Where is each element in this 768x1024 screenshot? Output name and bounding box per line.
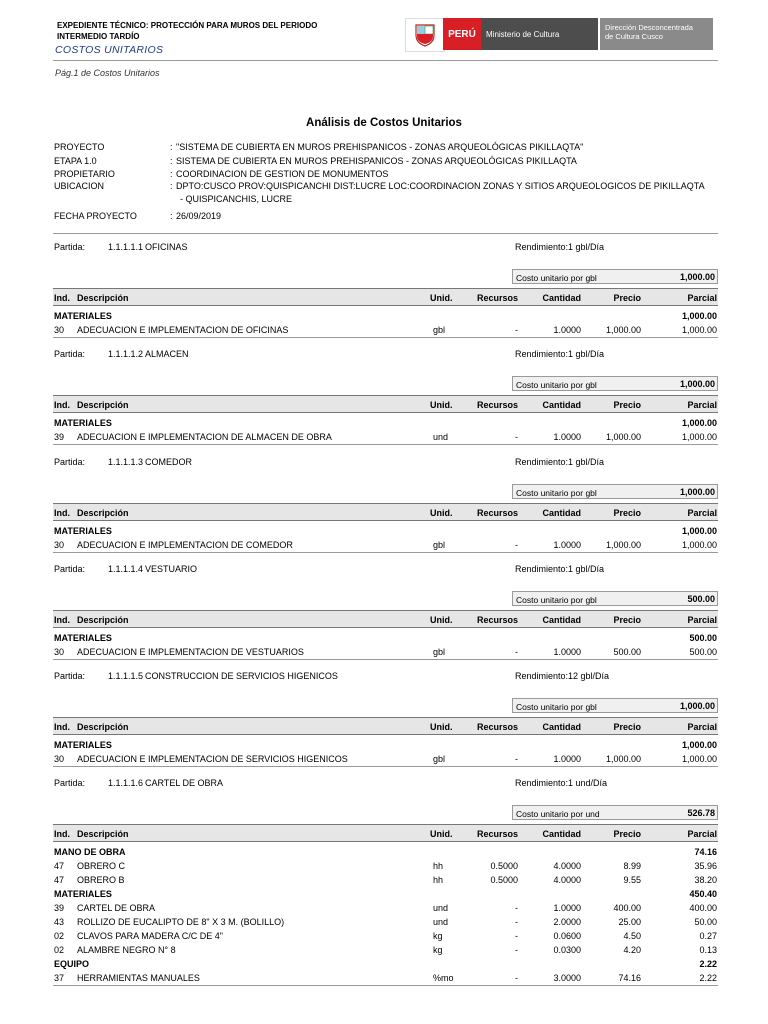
row-desc: ADECUACION E IMPLEMENTACION DE OFICINAS (77, 325, 289, 335)
partida-label: Partida: (54, 671, 86, 681)
col-header-cantidad: Cantidad (542, 722, 581, 732)
col-header-desc: Descripción (77, 293, 129, 303)
col-header-ind: Ind. (54, 508, 70, 518)
info-value: 26/09/2019 (176, 211, 222, 221)
row-unid: kg (433, 945, 443, 955)
partida-name: OFICINAS (145, 242, 188, 252)
col-header-ind: Ind. (54, 829, 70, 839)
row-precio: 74.16 (618, 973, 641, 983)
group-subtotal: 500.00 (689, 633, 717, 643)
group-name: MATERIALES (54, 526, 112, 536)
unit-cost-value: 1,000.00 (679, 487, 715, 497)
row-unid: gbl (433, 540, 446, 550)
group-row (53, 525, 718, 538)
info-label: PROYECTO (54, 142, 105, 152)
partida-divider (53, 766, 718, 767)
row-recursos: - (515, 432, 518, 442)
group-name: MATERIALES (54, 889, 112, 899)
table-header (53, 717, 718, 735)
group-row (53, 958, 718, 971)
row-precio: 9.55 (623, 875, 641, 885)
group-name: MATERIALES (54, 418, 112, 428)
table-row (53, 431, 718, 444)
group-subtotal: 74.16 (694, 847, 717, 857)
row-recursos: - (515, 325, 518, 335)
col-header-cantidad: Cantidad (542, 293, 581, 303)
row-ind: 39 (54, 432, 65, 442)
partida-divider (53, 337, 718, 338)
direccion-line1: Dirección Desconcentrada (605, 23, 693, 32)
partida-divider (53, 552, 718, 553)
table-row (53, 324, 718, 337)
row-desc: ADECUACION E IMPLEMENTACION DE ALMACEN DE OBRA (77, 432, 332, 442)
partida-name: CARTEL DE OBRA (145, 778, 224, 788)
col-header-recursos: Recursos (476, 722, 518, 732)
row-ind: 43 (54, 917, 65, 927)
direccion-cultura-cusco-logo (600, 18, 713, 50)
group-row (53, 888, 718, 901)
row-desc: OBRERO B (77, 875, 125, 885)
partida-rendimiento: Rendimiento:1 gbl/Día (515, 242, 605, 252)
row-precio: 8.99 (623, 861, 641, 871)
table-row (53, 646, 718, 659)
col-header-cantidad: Cantidad (542, 829, 581, 839)
partida-label: Partida: (54, 349, 86, 359)
row-unid: gbl (433, 754, 446, 764)
col-header-precio: Precio (613, 722, 641, 732)
expediente-title-line1: EXPEDIENTE TÉCNICO: PROTECCIÓN PARA MUROS DEL PERIODO (57, 21, 318, 30)
partida-rendimiento: Rendimiento:1 und/Día (515, 778, 608, 788)
col-header-parcial: Parcial (687, 508, 717, 518)
row-desc: ALAMBRE NEGRO N° 8 (77, 945, 176, 955)
col-header-recursos: Recursos (476, 829, 518, 839)
info-divider (53, 233, 718, 234)
row-unid: hh (433, 875, 444, 885)
info-colon: : (170, 142, 173, 152)
partida-header (53, 242, 718, 256)
row-unid: und (433, 917, 449, 927)
row-parcial: 1,000.00 (681, 325, 717, 335)
unit-cost-value: 1,000.00 (679, 272, 715, 282)
row-unid: gbl (433, 325, 446, 335)
col-header-parcial: Parcial (687, 615, 717, 625)
info-value: COORDINACION DE GESTION DE MONUMENTOS (176, 169, 389, 179)
info-value: "SISTEMA DE CUBIERTA EN MUROS PREHISPANICOS - ZONAS ARQUEOLÓGICAS PIKILLAQTA" (176, 142, 584, 152)
row-unid: und (433, 432, 449, 442)
partida-header (53, 778, 718, 792)
unit-cost-label: Costo unitario por gbl (516, 702, 597, 712)
partida-label: Partida: (54, 457, 86, 467)
document-subtitle: COSTOS UNITARIOS (55, 44, 164, 56)
table-row (53, 902, 718, 915)
col-header-unid: Unid. (430, 293, 453, 303)
row-desc: ADECUACION E IMPLEMENTACION DE SERVICIOS HIGENICOS (77, 754, 348, 764)
col-header-recursos: Recursos (476, 400, 518, 410)
partida-rendimiento: Rendimiento:1 gbl/Día (515, 564, 605, 574)
unit-cost-label: Costo unitario por gbl (516, 273, 597, 283)
ministerio-cultura-logo: Ministerio de Cultura (481, 18, 598, 50)
table-row (53, 860, 718, 873)
direccion-line2: de Cultura Cusco (605, 32, 663, 41)
partida-code: 1.1.1.1.3 (108, 457, 144, 467)
partida-block (53, 778, 718, 983)
row-desc: ADECUACION E IMPLEMENTACION DE COMEDOR (77, 540, 293, 550)
row-unid: hh (433, 861, 444, 871)
row-cantidad: 3.0000 (553, 973, 581, 983)
row-parcial: 1,000.00 (681, 432, 717, 442)
col-header-desc: Descripción (77, 508, 129, 518)
col-header-precio: Precio (613, 829, 641, 839)
row-precio: 1,000.00 (605, 540, 641, 550)
row-desc: ROLLIZO DE EUCALIPTO DE 8" X 3 M. (BOLILLO) (77, 917, 285, 927)
table-row (53, 930, 718, 943)
row-recursos: - (515, 945, 518, 955)
partida-code: 1.1.1.1.6 (108, 778, 144, 788)
row-precio: 25.00 (618, 917, 641, 927)
row-recursos: 0.5000 (490, 861, 518, 871)
table-row (53, 944, 718, 957)
row-ind: 30 (54, 325, 65, 335)
col-header-parcial: Parcial (687, 722, 717, 732)
col-header-precio: Precio (613, 400, 641, 410)
partida-code: 1.1.1.1.1 (108, 242, 144, 252)
table-row (53, 972, 718, 985)
unit-cost-label: Costo unitario por gbl (516, 380, 597, 390)
col-header-unid: Unid. (430, 400, 453, 410)
peru-logo: PERÚ (443, 18, 481, 50)
info-label: PROPIETARIO (54, 169, 115, 179)
partida-header (53, 564, 718, 578)
row-recursos: 0.5000 (490, 875, 518, 885)
unit-cost-box (512, 591, 718, 606)
row-precio: 500.00 (613, 647, 641, 657)
row-unid: %mo (433, 973, 454, 983)
row-ind: 30 (54, 540, 65, 550)
info-colon: : (170, 181, 173, 191)
info-value: DPTO:CUSCO PROV:QUISPICANCHI DIST:LUCRE LOC:COORDINACION ZONAS Y SITIOS ARQUEOLOGICOS DE PIKILLAQTA (176, 181, 705, 191)
table-header (53, 503, 718, 521)
group-row (53, 632, 718, 645)
header-divider (53, 60, 718, 61)
unit-cost-value: 1,000.00 (679, 701, 715, 711)
row-recursos: - (515, 903, 518, 913)
peru-coat-of-arms-icon (405, 18, 445, 52)
row-precio: 1,000.00 (605, 754, 641, 764)
row-desc: ADECUACION E IMPLEMENTACION DE VESTUARIOS (77, 647, 304, 657)
row-parcial: 2.22 (699, 973, 717, 983)
row-desc: CARTEL DE OBRA (77, 903, 156, 913)
info-value: SISTEMA DE CUBIERTA EN MUROS PREHISPANICOS - ZONAS ARQUEOLÓGICAS PIKILLAQTA (176, 156, 577, 166)
col-header-precio: Precio (613, 615, 641, 625)
row-parcial: 0.13 (699, 945, 717, 955)
group-subtotal: 2.22 (699, 959, 717, 969)
table-row (53, 916, 718, 929)
partida-block (53, 564, 718, 657)
row-precio: 4.50 (623, 931, 641, 941)
row-ind: 37 (54, 973, 65, 983)
table-row (53, 753, 718, 766)
col-header-ind: Ind. (54, 722, 70, 732)
row-recursos: - (515, 917, 518, 927)
col-header-parcial: Parcial (687, 400, 717, 410)
row-cantidad: 1.0000 (553, 432, 581, 442)
col-header-cantidad: Cantidad (542, 615, 581, 625)
row-recursos: - (515, 540, 518, 550)
col-header-unid: Unid. (430, 829, 453, 839)
partida-name: CONSTRUCCION DE SERVICIOS HIGENICOS (145, 671, 338, 681)
row-precio: 1,000.00 (605, 325, 641, 335)
col-header-unid: Unid. (430, 615, 453, 625)
group-name: EQUIPO (54, 959, 90, 969)
group-subtotal: 1,000.00 (681, 311, 717, 321)
row-ind: 02 (54, 931, 65, 941)
unit-cost-label: Costo unitario por und (516, 809, 600, 819)
col-header-cantidad: Cantidad (542, 400, 581, 410)
table-header (53, 395, 718, 413)
col-header-ind: Ind. (54, 615, 70, 625)
row-ind: 30 (54, 647, 65, 657)
row-cantidad: 1.0000 (553, 325, 581, 335)
partida-header (53, 457, 718, 471)
col-header-precio: Precio (613, 293, 641, 303)
row-desc: CLAVOS PARA MADERA C/C DE 4" (77, 931, 223, 941)
col-header-desc: Descripción (77, 829, 129, 839)
row-cantidad: 1.0000 (553, 647, 581, 657)
partida-block (53, 671, 718, 764)
partida-divider (53, 659, 718, 660)
partida-name: COMEDOR (145, 457, 192, 467)
group-name: MATERIALES (54, 633, 112, 643)
group-row (53, 846, 718, 859)
row-precio: 1,000.00 (605, 432, 641, 442)
partida-label: Partida: (54, 778, 86, 788)
page-title: Análisis de Costos Unitarios (306, 117, 462, 129)
partida-rendimiento: Rendimiento:12 gbl/Día (515, 671, 610, 681)
table-row (53, 874, 718, 887)
unit-cost-box (512, 269, 718, 284)
info-colon: : (170, 156, 173, 166)
partida-rendimiento: Rendimiento:1 gbl/Día (515, 457, 605, 467)
col-header-precio: Precio (613, 508, 641, 518)
unit-cost-label: Costo unitario por gbl (516, 488, 597, 498)
col-header-cantidad: Cantidad (542, 508, 581, 518)
table-header (53, 288, 718, 306)
info-colon: : (170, 169, 173, 179)
partida-divider (53, 444, 718, 445)
row-desc: OBRERO C (77, 861, 126, 871)
info-value: - QUISPICANCHIS, LUCRE (180, 194, 293, 204)
unit-cost-box (512, 376, 718, 391)
col-header-recursos: Recursos (476, 293, 518, 303)
row-recursos: - (515, 931, 518, 941)
row-parcial: 1,000.00 (681, 540, 717, 550)
col-header-recursos: Recursos (476, 508, 518, 518)
row-parcial: 400.00 (689, 903, 717, 913)
group-name: MATERIALES (54, 740, 112, 750)
row-cantidad: 1.0000 (553, 903, 581, 913)
unit-cost-box (512, 698, 718, 713)
col-header-ind: Ind. (54, 400, 70, 410)
partida-block (53, 457, 718, 550)
col-header-parcial: Parcial (687, 293, 717, 303)
group-name: MATERIALES (54, 311, 112, 321)
table-header (53, 824, 718, 842)
info-label: FECHA PROYECTO (54, 211, 137, 221)
row-recursos: - (515, 973, 518, 983)
col-header-unid: Unid. (430, 722, 453, 732)
row-unid: und (433, 903, 449, 913)
partida-label: Partida: (54, 242, 86, 252)
info-colon: : (170, 211, 173, 221)
group-row (53, 739, 718, 752)
row-cantidad: 1.0000 (553, 754, 581, 764)
group-name: MANO DE OBRA (54, 847, 126, 857)
row-ind: 47 (54, 875, 65, 885)
row-unid: gbl (433, 647, 446, 657)
partida-header (53, 671, 718, 685)
partida-header (53, 349, 718, 363)
col-header-desc: Descripción (77, 615, 129, 625)
col-header-desc: Descripción (77, 400, 129, 410)
partida-code: 1.1.1.1.2 (108, 349, 144, 359)
partida-divider (53, 985, 718, 986)
partida-code: 1.1.1.1.5 (108, 671, 144, 681)
expediente-title-line2: INTERMEDIO TARDÍO (57, 32, 140, 41)
table-header (53, 610, 718, 628)
row-parcial: 35.96 (694, 861, 717, 871)
row-cantidad: 0.0300 (553, 945, 581, 955)
row-parcial: 500.00 (689, 647, 717, 657)
group-subtotal: 1,000.00 (681, 418, 717, 428)
row-cantidad: 2.0000 (553, 917, 581, 927)
col-header-recursos: Recursos (476, 615, 518, 625)
row-precio: 400.00 (613, 903, 641, 913)
info-label: UBICACION (54, 181, 105, 191)
row-recursos: - (515, 647, 518, 657)
group-subtotal: 1,000.00 (681, 740, 717, 750)
unit-cost-box (512, 805, 718, 820)
partida-name: VESTUARIO (145, 564, 198, 574)
row-ind: 30 (54, 754, 65, 764)
group-subtotal: 1,000.00 (681, 526, 717, 536)
partida-name: ALMACEN (145, 349, 189, 359)
unit-cost-value: 500.00 (687, 594, 715, 604)
table-row (53, 539, 718, 552)
row-recursos: - (515, 754, 518, 764)
row-parcial: 1,000.00 (681, 754, 717, 764)
unit-cost-value: 526.78 (687, 808, 715, 818)
row-ind: 02 (54, 945, 65, 955)
row-parcial: 50.00 (694, 917, 717, 927)
info-label: ETAPA 1.0 (54, 156, 97, 166)
unit-cost-box (512, 484, 718, 499)
row-ind: 47 (54, 861, 65, 871)
partida-block (53, 242, 718, 335)
row-ind: 39 (54, 903, 65, 913)
partida-label: Partida: (54, 564, 86, 574)
unit-cost-value: 1,000.00 (679, 379, 715, 389)
group-row (53, 310, 718, 323)
unit-cost-label: Costo unitario por gbl (516, 595, 597, 605)
row-cantidad: 4.0000 (553, 875, 581, 885)
row-parcial: 38.20 (694, 875, 717, 885)
page-number: Pág.1 de Costos Unitarios (55, 68, 160, 78)
row-precio: 4.20 (623, 945, 641, 955)
partida-code: 1.1.1.1.4 (108, 564, 144, 574)
row-unid: kg (433, 931, 443, 941)
group-subtotal: 450.40 (689, 889, 717, 899)
partida-block (53, 349, 718, 442)
row-cantidad: 4.0000 (553, 861, 581, 871)
row-desc: HERRAMIENTAS MANUALES (77, 973, 200, 983)
col-header-parcial: Parcial (687, 829, 717, 839)
partida-rendimiento: Rendimiento:1 gbl/Día (515, 349, 605, 359)
col-header-desc: Descripción (77, 722, 129, 732)
row-cantidad: 1.0000 (553, 540, 581, 550)
col-header-unid: Unid. (430, 508, 453, 518)
row-parcial: 0.27 (699, 931, 717, 941)
row-cantidad: 0.0600 (553, 931, 581, 941)
group-row (53, 417, 718, 430)
col-header-ind: Ind. (54, 293, 70, 303)
